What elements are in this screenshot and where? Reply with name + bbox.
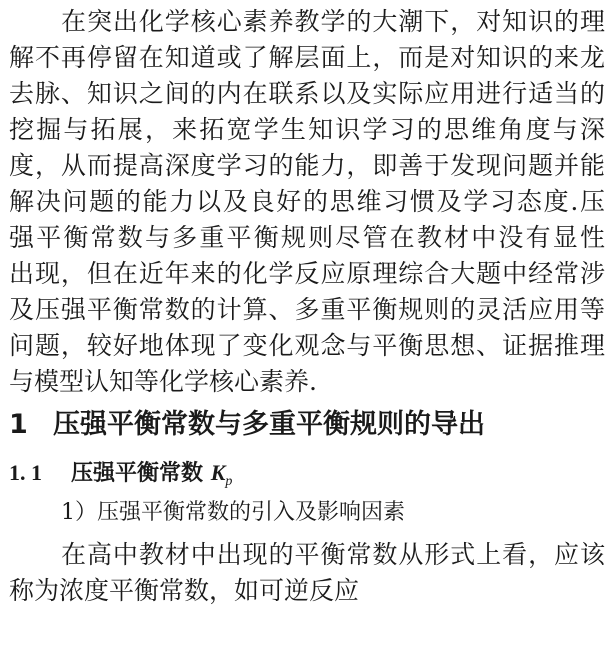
paragraph-line: 出现，但在近年来的化学反应原理综合大题中经常涉: [9, 259, 605, 288]
section-heading: [9, 407, 605, 443]
paragraph-line: 与模型认知等化学核心素养.: [9, 367, 317, 396]
paragraph-line: 问题，较好地体现了变化观念与平衡思想、证据推理: [9, 331, 605, 360]
paragraph-line: 解不再停留在知道或了解层面上，而是对知识的来龙: [9, 43, 605, 72]
sub-subsection-label: 1）压强平衡常数的引入及影响因素: [61, 500, 405, 525]
paragraph-line: 解决问题的能力以及良好的思维习惯及学习态度.压: [9, 187, 605, 216]
subsection-title: 压强平衡常数: [71, 461, 204, 486]
paragraph-line: 称为浓度平衡常数，如可逆反应: [9, 576, 360, 605]
section-number: 1: [9, 409, 28, 440]
section-title: 压强平衡常数与多重平衡规则的导出: [53, 409, 485, 440]
paragraph-line: 在突出化学核心素养教学的大潮下，对知识的理: [61, 7, 605, 36]
subsection-number: 1. 1: [9, 460, 42, 485]
kp-subscript: p: [225, 474, 233, 489]
paragraph-line: 去脉、知识之间的内在联系以及实际应用进行适当的: [9, 79, 605, 108]
paragraph-line: 强平衡常数与多重平衡规则尽管在教材中没有显性: [9, 223, 605, 252]
paragraph-line: 度，从而提高深度学习的能力，即善于发现问题并能: [9, 151, 605, 180]
subsection-heading: [9, 455, 605, 491]
paragraph-line: 及压强平衡常数的计算、多重平衡规则的灵活应用等: [9, 295, 605, 324]
paragraph-line: 在高中教材中出现的平衡常数从形式上看，应该: [61, 540, 605, 569]
kp-symbol: K: [210, 460, 226, 485]
paragraph-line: 挖掘与拓展，来拓宽学生知识学习的思维角度与深: [9, 115, 605, 144]
